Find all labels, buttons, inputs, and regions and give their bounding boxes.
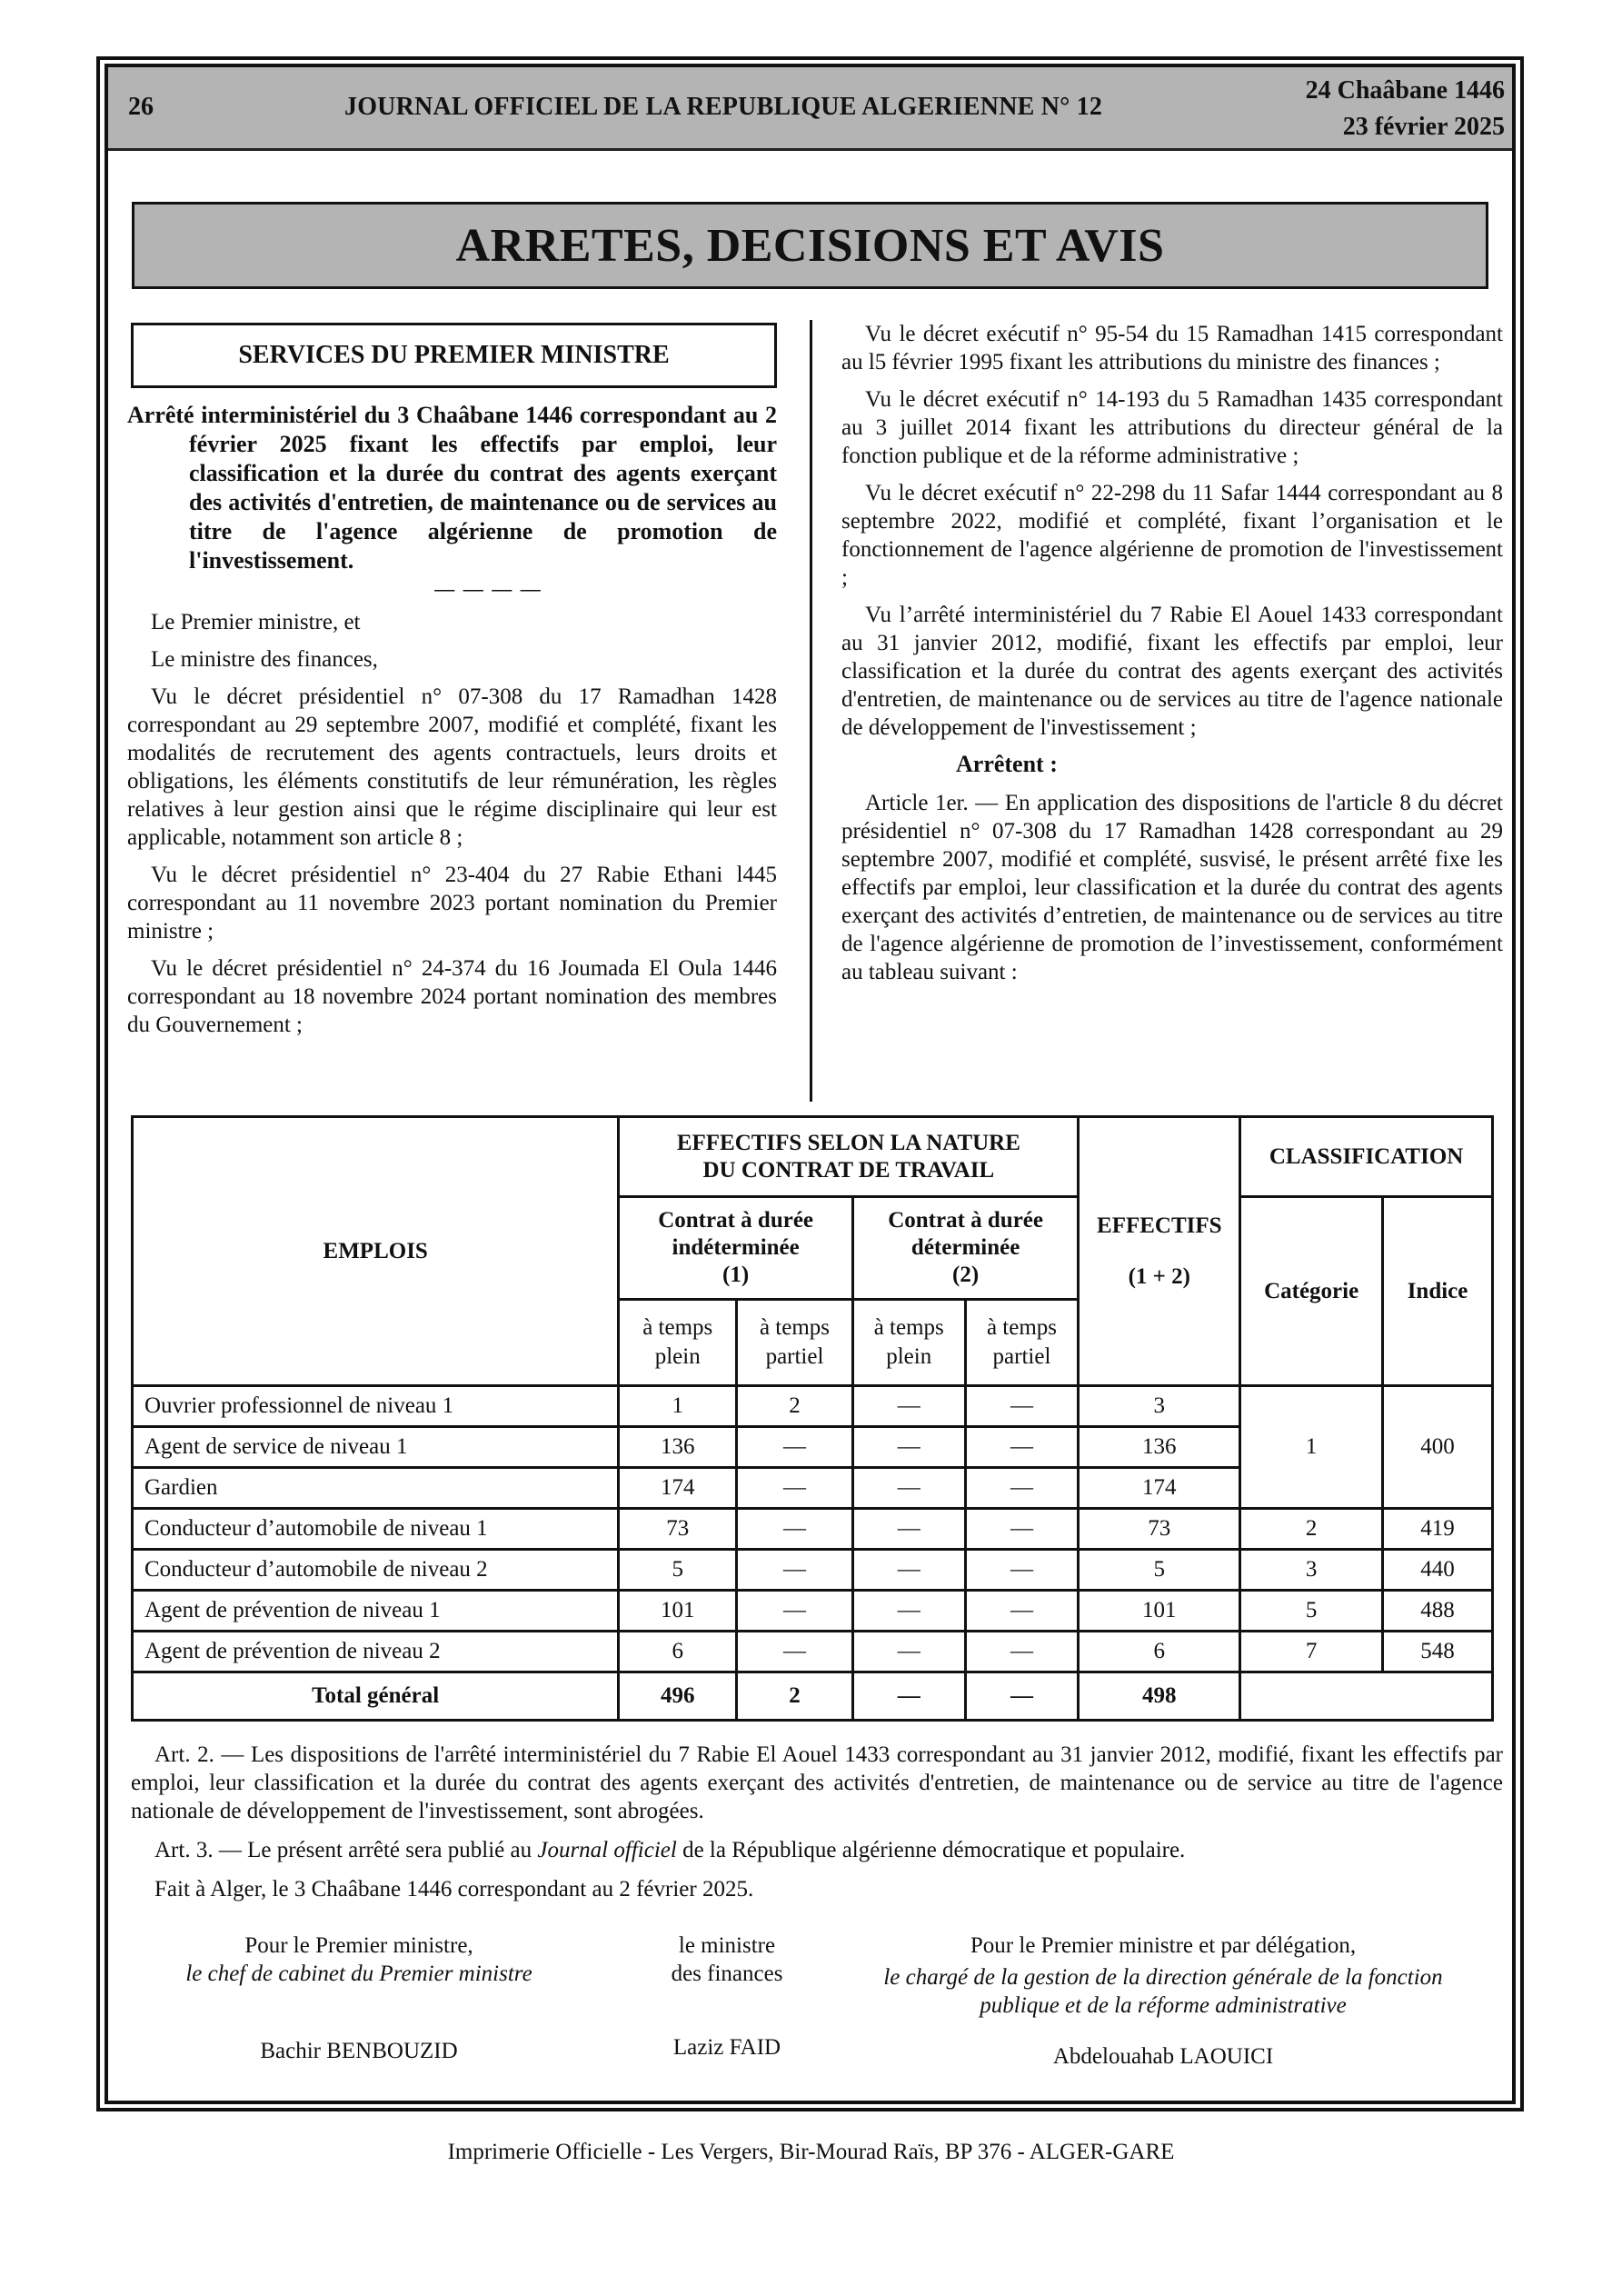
header-text: plein — [886, 1344, 932, 1369]
cell-effectifs: 6 — [1079, 1632, 1240, 1672]
header-effectifs — [1079, 1117, 1240, 1386]
cell-cdd-plein: — — [852, 1386, 965, 1427]
header-text: déterminée — [911, 1235, 1020, 1260]
header-text: (1 + 2) — [1128, 1263, 1190, 1289]
paragraph: Vu le décret exécutif n° 22-298 du 11 Safar 1444 correspondant au 8 septembre 2022, modifié et complété, fixant l’organisation et le fonctionnement de l'agence algérienne de promotion de l'investissement ; — [841, 481, 1503, 590]
cell-indice: 488 — [1383, 1591, 1493, 1632]
cell-cdd-partiel: — — [965, 1509, 1079, 1550]
section-title: ARRETES, DECISIONS ET AVIS — [455, 219, 1165, 272]
paragraph: Le Premier ministre, et — [151, 610, 361, 634]
issue-date — [1306, 73, 1505, 145]
header-effectifs-nature — [619, 1117, 1079, 1197]
fait-a-alger: Fait à Alger, le 3 Chaâbane 1446 correspondant au 2 février 2025. — [154, 1877, 754, 1902]
left-column — [127, 323, 777, 1048]
cell-cdd-partiel: — — [965, 1427, 1079, 1468]
cell-effectifs: 5 — [1079, 1550, 1240, 1591]
ministry-box: SERVICES DU PREMIER MINISTRE — [131, 323, 777, 388]
header-text: (2) — [952, 1263, 980, 1287]
cell-indice: 419 — [1383, 1509, 1493, 1550]
paragraph: Vu le décret présidentiel n° 07-308 du 17 Ramadhan 1428 correspondant au 29 septembre 2007, modifié et complété, fixant les modalités de recrutement des agents contractuels, leurs droits et obligations, les éléments constitutifs de leur rémunération, les règles relatives à leur gestion ainsi que le régime disciplinaire qui leur est applicable, notamment son article 8 ; — [127, 684, 777, 850]
cell-total-cdi-plein: 496 — [619, 1672, 737, 1721]
cell-cdi-plein: 73 — [619, 1509, 737, 1550]
printer-footer: Imprimerie Officielle - Les Vergers, Bir-Mourad Raïs, BP 376 - ALGER-GARE — [447, 2140, 1175, 2164]
arrete-title: Arrêté interministériel du 3 Chaâbane 1446 correspondant au 2 février 2025 fixant les effectifs par emploi, leur classification et la durée du contrat des agents exerçant des activités d'entretien, de maintenance ou de services au titre de l'agence algérienne de promotion de l'investissement. — [127, 402, 777, 574]
header-cdi-plein — [619, 1300, 737, 1386]
table-row — [133, 1509, 1493, 1550]
header-text: partiel — [992, 1344, 1051, 1369]
paragraph: Vu le décret présidentiel n° 24-374 du 16 Joumada El Oula 1446 correspondant au 18 novembre 2024 portant nomination des membres du Gouvernement ; — [127, 956, 777, 1037]
signature-line: le ministre — [678, 1933, 776, 1958]
article-2: Art. 2. — Les dispositions de l'arrêté interministériel du 7 Rabie El Aouel 1433 correspondant au 31 janvier 2012, modifié, fixant les effectifs par emploi, leur classification et la durée du contrat des agents exerçant des activités d'entretien, de maintenance ou de service au titre de l'agence nationale de développement de l'investissement, sont abrogées. — [131, 1742, 1503, 1823]
header-cdd — [852, 1197, 1078, 1300]
journal-title: JOURNAL OFFICIEL DE LA REPUBLIQUE ALGERIENNE N° 12 — [344, 93, 1103, 121]
header-indice: Indice — [1383, 1197, 1493, 1386]
cell-total-cdi-partiel: 2 — [737, 1672, 853, 1721]
signature-block — [618, 1932, 836, 2060]
cell-total-cdd-plein: — — [852, 1672, 965, 1721]
cell-cdi-partiel: — — [737, 1550, 853, 1591]
paragraph: Vu l’arrêté interministériel du 7 Rabie El Aouel 1433 correspondant au 31 janvier 2012, modifié, fixant les effectifs par emploi, leur classification et la durée du contrat des agents exerçant des activités d'entretien, de maintenance ou de services au titre de l'agence nationale de développement de l'investissement ; — [841, 603, 1503, 740]
closing-articles — [131, 1741, 1503, 1914]
cell-cdi-plein: 5 — [619, 1550, 737, 1591]
table-row — [133, 1632, 1493, 1672]
art3-text: de la République algérienne démocratique et populaire. — [676, 1838, 1186, 1862]
cell-cdd-partiel: — — [965, 1632, 1079, 1672]
cell-cdd-partiel: — — [965, 1591, 1079, 1632]
header-text: DU CONTRAT DE TRAVAIL — [702, 1157, 995, 1183]
signature-line: Pour le Premier ministre, — [244, 1933, 473, 1958]
date-gregorian: 23 février 2025 — [1342, 113, 1505, 141]
article-3 — [131, 1836, 1503, 1864]
art3-text: Art. 3. — Le présent arrêté sera publié au — [154, 1838, 538, 1862]
total-row — [133, 1672, 1493, 1721]
cell-emploi: Agent de service de niveau 1 — [133, 1427, 619, 1468]
cell-total-effectifs: 498 — [1079, 1672, 1240, 1721]
table-row — [133, 1386, 1493, 1427]
header-text: plein — [654, 1344, 701, 1369]
table-row — [133, 1550, 1493, 1591]
cell-cdi-plein: 6 — [619, 1632, 737, 1672]
cell-cdd-partiel: — — [965, 1468, 1079, 1509]
cell-cdd-plein: — — [852, 1427, 965, 1468]
journal-header — [108, 67, 1512, 151]
date-hijri: 24 Chaâbane 1446 — [1305, 76, 1505, 105]
header-cdi-partiel — [737, 1300, 853, 1386]
signatory-name: Laziz FAID — [672, 2035, 781, 2060]
header-cdd-partiel — [965, 1300, 1079, 1386]
cell-effectifs: 101 — [1079, 1591, 1240, 1632]
cell-indice: 548 — [1383, 1632, 1493, 1672]
cell-cdd-partiel: — — [965, 1550, 1079, 1591]
arretent-heading: Arrêtent : — [956, 751, 1058, 777]
header-text: EFFECTIFS — [1097, 1213, 1222, 1238]
header-text: indéterminée — [672, 1235, 800, 1260]
cell-emploi: Agent de prévention de niveau 2 — [133, 1632, 619, 1672]
paragraph: Vu le décret présidentiel n° 23-404 du 27 Rabie Ethani l445 correspondant au 11 novembre 2023 portant nomination du Premier ministre ; — [127, 863, 777, 943]
cell-cdd-plein: — — [852, 1509, 965, 1550]
table-row — [133, 1591, 1493, 1632]
cell-cdd-plein: — — [852, 1550, 965, 1591]
cell-cdi-plein: 101 — [619, 1591, 737, 1632]
cell-cdd-plein: — — [852, 1591, 965, 1632]
cell-categorie: 5 — [1240, 1591, 1383, 1632]
separator: — — — — — [434, 577, 542, 600]
header-text: EFFECTIFS SELON LA NATURE — [676, 1130, 1020, 1155]
signature-block — [145, 1932, 572, 2063]
cell-indice: 440 — [1383, 1550, 1493, 1591]
cell-emploi: Gardien — [133, 1468, 619, 1509]
art3-journal: Journal officiel — [537, 1838, 677, 1862]
paragraph: Vu le décret exécutif n° 14-193 du 5 Ramadhan 1435 correspondant au 3 juillet 2014 fixant les attributions du directeur général de la fonction publique et de la réforme administrative ; — [841, 387, 1503, 468]
cell-cdd-plein: — — [852, 1468, 965, 1509]
header-cdd-plein — [852, 1300, 965, 1386]
effectifs-table — [131, 1115, 1494, 1722]
cell-effectifs: 136 — [1079, 1427, 1240, 1468]
paragraph: Le ministre des finances, — [151, 647, 378, 672]
cell-indice: 400 — [1383, 1386, 1493, 1509]
signatory-name: Bachir BENBOUZID — [260, 2039, 458, 2063]
cell-emploi: Conducteur d’automobile de niveau 1 — [133, 1509, 619, 1550]
cell-cdi-partiel: — — [737, 1632, 853, 1672]
header-text: à temps — [873, 1315, 944, 1340]
cell-effectifs: 73 — [1079, 1509, 1240, 1550]
signature-role: le chef de cabinet du Premier ministre — [185, 1962, 532, 1986]
cell-effectifs: 3 — [1079, 1386, 1240, 1427]
header-categorie: Catégorie — [1240, 1197, 1383, 1386]
article-1: Article 1er. — En application des dispositions de l'article 8 du décret présidentiel n° 07-308 du 17 Ramadhan 1428 correspondant au 29 septembre 2007, modifié et complété, susvisé, le présent arrêté fixe les effectifs par emploi, leur classification et la durée du contrat des agents exerçant des activités d’entretien, de maintenance ou de services au titre de l'agence algérienne de promotion de l’investissement, conformément au tableau suivant : — [841, 791, 1503, 984]
header-text: Contrat à durée — [658, 1208, 814, 1233]
header-text: (1) — [722, 1263, 750, 1287]
signature-block — [822, 1932, 1504, 2069]
header-text: à temps — [759, 1315, 831, 1340]
cell-categorie: 7 — [1240, 1632, 1383, 1672]
cell-cdi-partiel: 2 — [737, 1386, 853, 1427]
header-classification: CLASSIFICATION — [1240, 1117, 1493, 1197]
cell-cdd-partiel: — — [965, 1386, 1079, 1427]
signature-role: le chargé de la gestion de la direction générale de la fonction publique et de la réforme administrative — [883, 1965, 1443, 2018]
column-divider — [810, 320, 812, 1102]
cell-categorie: 3 — [1240, 1550, 1383, 1591]
cell-cdi-partiel: — — [737, 1509, 853, 1550]
header-emplois: EMPLOIS — [133, 1117, 619, 1386]
cell-emploi: Conducteur d’automobile de niveau 2 — [133, 1550, 619, 1591]
cell-total-empty — [1240, 1672, 1493, 1721]
cell-cdi-partiel: — — [737, 1427, 853, 1468]
cell-total-cdd-partiel: — — [965, 1672, 1079, 1721]
header-text: partiel — [765, 1344, 824, 1369]
cell-cdi-partiel: — — [737, 1468, 853, 1509]
page-number: 26 — [128, 93, 154, 121]
cell-categorie: 1 — [1240, 1386, 1383, 1509]
signatory-name: Abdelouahab LAOUICI — [1052, 2044, 1274, 2069]
cell-cdd-plein: — — [852, 1632, 965, 1672]
cell-cdi-partiel: — — [737, 1591, 853, 1632]
signature-line: Pour le Premier ministre et par délégation, — [970, 1933, 1357, 1958]
section-title-band — [132, 202, 1488, 289]
signature-line: des finances — [671, 1962, 783, 1986]
cell-total-label: Total général — [133, 1672, 619, 1721]
paragraph: Vu le décret exécutif n° 95-54 du 15 Ramadhan 1415 correspondant au l5 février 1995 fixant les attributions du ministre des finances ; — [841, 322, 1503, 374]
header-text: à temps — [642, 1315, 713, 1340]
header-text: à temps — [986, 1315, 1058, 1340]
cell-emploi: Ouvrier professionnel de niveau 1 — [133, 1386, 619, 1427]
right-column — [841, 320, 1503, 995]
cell-cdi-plein: 174 — [619, 1468, 737, 1509]
cell-categorie: 2 — [1240, 1509, 1383, 1550]
cell-cdi-plein: 1 — [619, 1386, 737, 1427]
cell-effectifs: 174 — [1079, 1468, 1240, 1509]
cell-emploi: Agent de prévention de niveau 1 — [133, 1591, 619, 1632]
header-text: Contrat à durée — [888, 1208, 1044, 1233]
cell-cdi-plein: 136 — [619, 1427, 737, 1468]
header-cdi — [619, 1197, 853, 1300]
